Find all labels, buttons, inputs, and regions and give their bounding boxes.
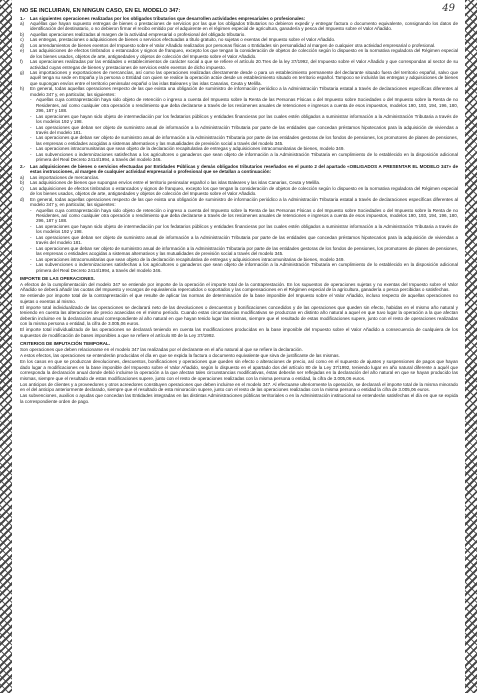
sub-list-item: - Las operaciones que deban ser objeto de suministro anual de información a la Administración Tributaria por parte de las entidades que concedan préstamos hipotecarios para la adquisición de viviendas a través del modelo 181. (30, 124, 458, 136)
document-page (20, 8, 458, 690)
sub-list-item: - Las subvenciones o indemnizaciones satisfechas a los agricultores o ganaderos que sean objeto de información a la Administración Tributaria en cumplimiento de lo establecido en la disposición adicional primera del Real Decreto 2414/1994, a través del modelo 346. (30, 262, 458, 273)
sub-list-item: - Las operaciones que hayan sido objeto de intermediación por los fedatarios públicos y entidades financieras por las cuales estén obligados a suministrar información a la Administración Tributaria a través de los modelos 192 y 198. (30, 113, 458, 125)
sub-list-item: - Las subvenciones o indemnizaciones satisfechas a los agricultores o ganaderos que sean objeto de información a la Administración Tributaria en cumplimiento de lo establecido en la disposición adicional primera del Real Decreto 2414/1994, a través del modelo 346. (30, 151, 458, 163)
section-1-heading: 1.- Las siguientes operaciones realizadas por los obligados tributarios que desarrollen actividades empresariales o profesionales: (20, 15, 306, 21)
list-item: d) En general, todas aquellas operaciones respecto de las que exista una obligación de suministro de información periódico a la Administración Tributaria estatal a través de declaraciones específicas diferentes al modelo 347 y, en particular, las siguientes: (20, 196, 458, 208)
list-item: e) Las adquisiciones de efectos timbrados o estancados y signos de franqueo, excepto los que tengan la consideración de objetos de colección según lo dispuesto en la normativa reguladora del Régimen especial de los bienes usados, objetos de arte, antigüedades y objetos de colección del Impuesto sobre el Valor Añadido. (20, 48, 458, 59)
paragraph: Se entiende por importe total de la contraprestación el que resulte de aplicar las normas de determinación de la base imponible del Impuesto sobre el Valor Añadido, incluso respecto de aquellas operaciones no sujetas o exentas al mismo. (20, 293, 458, 304)
list-item: a) Aquéllas que hayan supuesto entregas de bienes o prestaciones de servicios por las que los obligados tributarios no debieron expedir y entregar factura o documento equivalente, consignando los datos de identificación del destinatario, o no debieron firmar el recibo emitido por el adquirente en el régimen especial de agricultura, ganadería y pesca del Impuesto sobre el Valor Añadido. (20, 20, 458, 32)
paragraph: Son operaciones que deben relacionarse en el modelo 347 las realizadas por el declarante en el año natural al que se refiere la declaración. (20, 347, 303, 353)
list-item: g) Las importaciones y exportaciones de mercancías, así como las operaciones realizadas directamente desde o para un establecimiento permanente del declarante situado fuera del territorio español, salvo que aquél tenga su sede en España y la persona o Entidad con quien se realice la operación actúe desde un establecimiento situado en territorio español. Tampoco se incluirán las entregas y adquisiciones de bienes que supongan envíos entre el territorio peninsular español o las islas Baleares y las islas Canarias, Ceuta y Melilla. (20, 70, 458, 86)
paragraph: A estos efectos, las operaciones se entenderán producidas el día en que se expida la factura o documento equivalente que sirva de justificante de las mismas. (20, 353, 340, 359)
section-2-subitems (20, 208, 458, 273)
criterios-heading: CRITERIOS DE IMPUTACIÓN TEMPORAL. (20, 341, 111, 347)
paragraph: A efectos de la cumplimentación del modelo 347 se entiende por importe de la operación el importe total de la contraprestación. En los supuestos de operaciones sujetas y no exentas del Impuesto sobre el Valor Añadido se deberá añadir las cuotas del Impuesto y recargos de equivalencia repercutidos o soportados y las compensaciones en el Régimen especial de la agricultura, ganadería o pesca percibidas o satisfechas. (20, 281, 458, 293)
list-item: d) Los arrendamientos de bienes exentos del Impuesto sobre el Valor Añadido realizados por personas físicas o Entidades sin personalidad al margen de cualquier otra actividad empresarial o profesional. (20, 42, 436, 48)
sub-list-item: - Las operaciones intracomunitarias que sean objeto de la declaración recapitulativa de entregas y adquisiciones intracomunitarias de bienes, modelo 349. (30, 146, 345, 152)
sub-list-item: - Aquellas cuya contraprestación haya sido objeto de retención o ingreso a cuenta del Impuesto sobre la Renta de las Personas Físicas o del Impuesto sobre Sociedades o del Impuesto sobre la Renta de no Residentes, así como cualquier otra operación o rendimiento que deba declararse a través de los resúmenes anuales de retenciones e ingresos a cuenta de esos impuestos, modelos 190, 193, 194, 196, 180, 296, 187 y 188. (30, 97, 458, 114)
paragraph: El importe total individualizado de las operaciones se declarará neto de las devoluciones o descuentos y bonificaciones concedidos y de las operaciones que queden sin efecto, habidas en el mismo año natural y teniendo en cuenta las alteraciones de precio acaecidas en el mismo período. Cuando estas circunstancias modificativas se produzcan en distinto año natural a aquel en que tuvo lugar la operación a la que afectan deberán incluirse en la declaración anual correspondiente al año natural en que hayan tenido lugar las mismas, siempre que el resultado de estas modificaciones supere, junto con el resto de operaciones realizadas con la misma persona o entidad, la cifra de 3.005,06 euros. (20, 304, 458, 327)
paragraph: Los anticipos de clientes y a proveedores y otros acreedores constituyen operaciones que deben incluirse en el modelo 347. Al efectuarse ulteriormente la operación, se declarará el importe total de la misma minorado en el del anticipo anteriormente declarado, siempre que el resultado de esta minoración supere, junto con el resto de las operaciones realizadas con la misma persona o entidad la cifra de 3.005,06 euros. (20, 381, 458, 393)
section-1-subitems (20, 97, 458, 162)
section-2-heading: 2.- Las adquisiciones de bienes o servicios efectuadas por Entidades Públicas y demás obligados tributarios reseñados en el punto 2 del apartado «OBLIGADOS A PRESENTAR EL MODELO 347» de estas instrucciones, al margen de cualquier actividad empresarial o profesional que se detallan a continuación: (20, 163, 458, 175)
section-1-items (20, 21, 458, 97)
page-title: NO SE INCLUIRÁN, EN NINGÚN CASO, EN EL MODELO 347: (20, 8, 181, 14)
paragraph: En los casos en que se produzcan devoluciones, descuentos, bonificaciones y operaciones que queden sin efecto o alteraciones de precio, así como en el supuesto de ajustes y suspensiones de pagos que hayan dado lugar a modificaciones en la base imponible del Impuesto sobre el Valor Añadido, según lo dispuesto en el apartado dos del artículo 80 de la Ley 37/1992, teniendo lugar en año natural diferente a aquél que corresponda la declaración anual donde debió incluirse la operación a la que afectan tales circunstancias modificativas, éstas deberán ser reflejadas en la declaración del año natural en que se hayan producido las mismas, siempre que el resultado de estas modificaciones supere, junto con el resto de operaciones realizadas con la misma persona o entidad, la cifra de 3.005,06 euros. (20, 359, 458, 381)
list-item: c) Las adquisiciones de efectos timbrados o estancados y signos de franqueo, excepto los que tengan la consideración de objetos de colección según lo dispuesto en la normativa reguladora del Régimen especial de los bienes usados, objetos de arte, antigüedades y objetos de colección del Impuesto sobre el Valor Añadido. (20, 185, 458, 197)
right-decorative-border (465, 0, 477, 693)
paragraph: Las subvenciones, auxilios o ayudas que concedan las Entidades integradas en las distintas Administraciones públicas territoriales o en la Administración institucional se entenderán satisfechas el día en que se expida la correspondiente orden de pago. (20, 393, 458, 404)
sub-list-item: - Las operaciones que deban ser objeto de suministro anual de información a la Administración Tributaria por parte de las entidades gestoras de los fondos de pensiones, los promotores de planes de pensiones, las empresas o entidades acogidas a sistemas alternativos y las mutualidades de previsión social a través del modelo 345. (30, 135, 458, 146)
list-item: a) Las importaciones de mercancías. (20, 174, 100, 180)
sub-list-item: - Las operaciones que deban ser objeto de suministro anual de información a la Administración Tributaria por parte de las entidades gestoras de los fondos de pensiones, los promotores de planes de pensiones, las empresas o entidades acogidas a sistemas alternativos y las mutualidades de previsión social a través del modelo 345. (30, 245, 458, 257)
list-item: b) Las adquisiciones de bienes que supongan envíos entre el territorio peninsular español o las islas Baleares y las islas Canarias, Ceuta y Melilla. (20, 180, 321, 186)
list-item: c) Las entregas, prestaciones o adquisiciones de bienes o servicios efectuadas a título gratuito, no sujetas o exentas del Impuesto sobre el Valor Añadido. (20, 37, 336, 43)
list-item: h) En general, todas aquellas operaciones respecto de las que exista una obligación de suministro de información periódico a la Administración Tributaria estatal a través de declaraciones específicas diferentes al modelo 347 y, en particular, las siguientes: (20, 86, 458, 97)
list-item: b) Aquellas operaciones realizadas al margen de la actividad empresarial o profesional del obligado tributario. (20, 31, 246, 37)
sub-list-item: - Las operaciones que deban ser objeto de suministro anual de información a la Administración Tributaria por parte de las entidades que concedan préstamos hipotecarios para la adquisición de viviendas a través del modelo 181. (30, 234, 458, 246)
page-number: 49 (442, 3, 455, 14)
sub-list-item: - Las operaciones que hayan sido objeto de intermediación por los fedatarios públicos y entidades financieras por las cuales estén obligados a suministrar información a la Administración Tributaria a través de los modelos 192 y 198. (30, 223, 458, 235)
left-decorative-border (0, 0, 12, 693)
section-2-items (20, 175, 458, 208)
paragraph: El importe total individualizado de las operaciones se declarará teniendo en cuenta las modificaciones producidas en la base imponible del Impuesto sobre el Valor Añadido a consecuencia de cualquiera de los supuestos de modificación de bases imponibles a que se refiere el artículo 80 de la Ley 37/1992. (20, 327, 458, 338)
sub-list-item: - Aquellas cuya contraprestación haya sido objeto de retención o ingreso a cuenta del Impuesto sobre la Renta de las Personas Físicas o del Impuesto sobre Sociedades o del Impuesto sobre la Renta de no Residentes, así como cualquier otra operación o rendimiento que deba declararse a través de los resúmenes anuales de retenciones e ingresos a cuenta de esos impuestos, modelos 190, 193, 194, 196, 180, 296, 187 y 188. (30, 207, 458, 224)
list-item: f) Las operaciones realizadas por las entidades o establecimientos de carácter social a que se refiere el artículo 20.Tres de la ley 37/1992, del Impuesto sobre el Valor Añadido y que correspondan al sector de su actividad cuyas entregas de bienes y prestaciones de servicios estén exentos de dicho impuesto. (20, 59, 458, 70)
sub-list-item: - Las operaciones intracomunitarias que sean objeto de la declaración recapitulativa de entregas y adquisiciones intracomunitarias de bienes, modelo 349. (30, 256, 345, 262)
importe-heading: IMPORTE DE LAS OPERACIONES. (20, 275, 95, 281)
